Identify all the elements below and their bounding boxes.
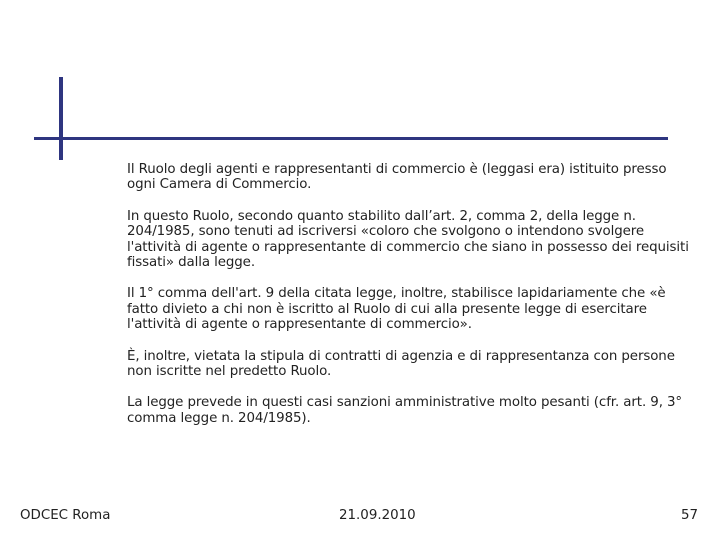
footer-organization: ODCEC Roma — [20, 508, 111, 523]
paragraph-art-2-comma-2: In questo Ruolo, secondo quanto stabilito dall’art. 2, comma 2, della legge n. 204/1985, sono tenuti ad iscriversi «coloro che svolgono o intendono svolgere l'attività di agente o rappresentante di commercio che siano in possesso dei requisiti fissati» dalla legge. — [127, 208, 689, 271]
decorative-vertical-line — [59, 77, 63, 160]
paragraph-ruolo-istituzione: Il Ruolo degli agenti e rappresentanti di commercio è (leggasi era) istituito presso ogni Camera di Commercio. — [127, 162, 667, 193]
paragraph-art-9-comma-1: Il 1° comma dell'art. 9 della citata legge, inoltre, stabilisce lapidariamente che «è fatto divieto a chi non è iscritto al Ruolo di cui alla presente legge di esercitare l'attività di agente o rappresentante di commercio». — [127, 286, 666, 333]
page-number: 57 — [680, 508, 698, 523]
footer-date: 21.09.2010 — [339, 508, 416, 523]
decorative-horizontal-line — [34, 137, 668, 140]
slide-body — [127, 162, 695, 442]
paragraph-divieto-contratti: È, inoltre, vietata la stipula di contratti di agenzia e di rappresentanza con persone non iscritte nel predetto Ruolo. — [127, 348, 675, 380]
paragraph-sanzioni: La legge prevede in questi casi sanzioni amministrative molto pesanti (cfr. art. 9, 3° comma legge n. 204/1985). — [127, 395, 683, 426]
